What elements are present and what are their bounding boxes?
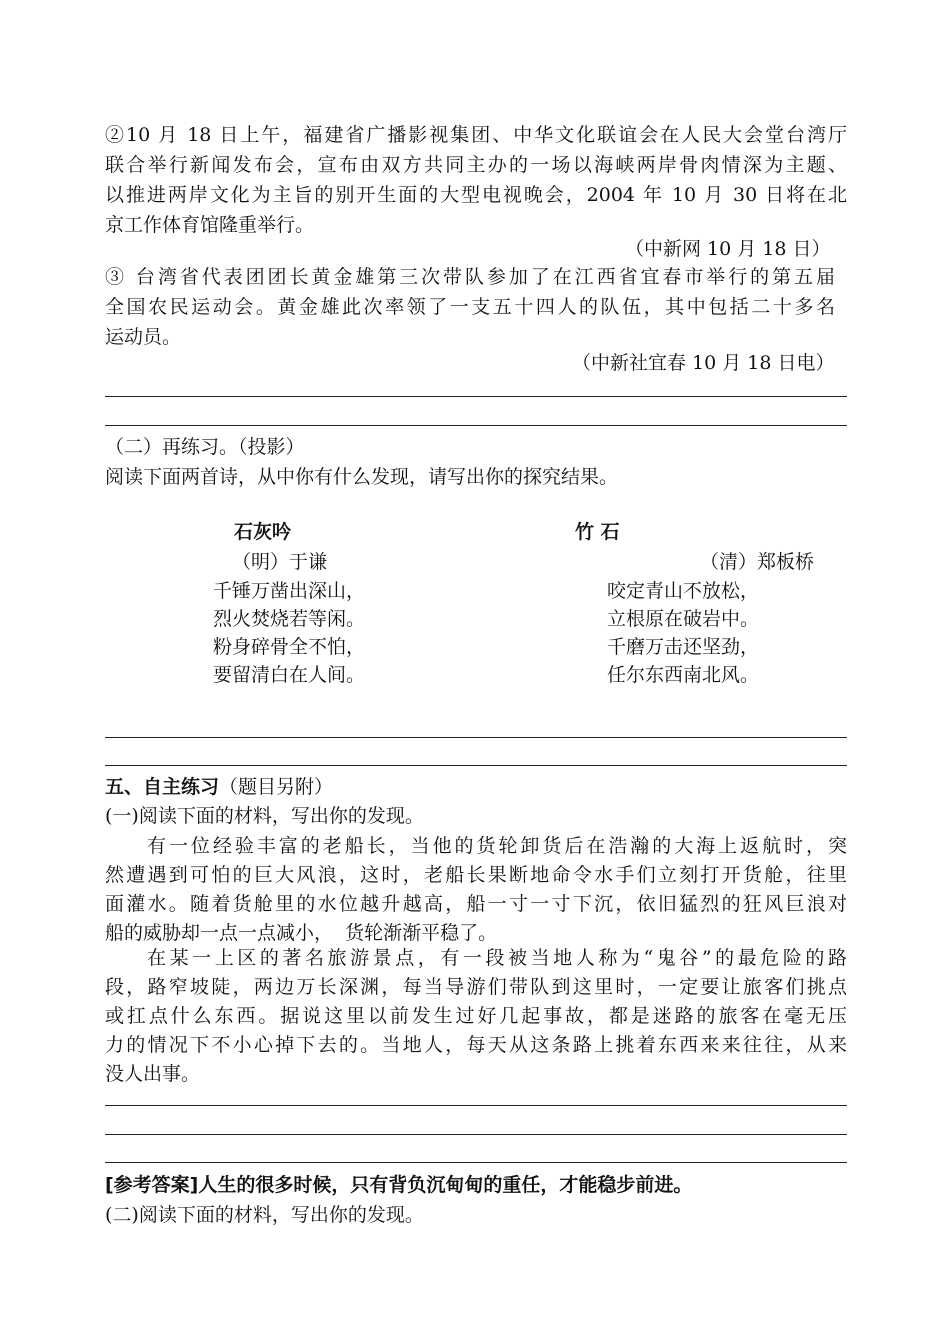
news-2-line-2: 联合举行新闻发布会，宣布由双方共同主办的一场以海峡两岸骨肉情深为主题、 [105, 154, 847, 176]
answer-line [105, 737, 847, 738]
answer-line [105, 1134, 847, 1135]
para-2-line-3: 或扛点什么东西。据说这里以前发生过好几起事故，都是迷路的旅客在毫无压 [105, 1005, 847, 1027]
poem-2-line: 咬定青山不放松， [607, 580, 760, 602]
poem-2-title: 竹 石 [575, 521, 620, 543]
news-3-source: （中新社宜春 10 月 18 日电） [572, 352, 835, 374]
poem-1-author: （明）于谦 [232, 551, 328, 573]
poem-1-line: 要留清白在人间。 [213, 664, 366, 686]
section-5-heading-row [105, 772, 333, 799]
news-2-line-4: 京工作体育馆隆重举行。 [105, 214, 315, 236]
news-3-line-2: 全国农民运动会。黄金雄此次率领了一支五十四人的队伍，其中包括二十多名 [105, 296, 835, 318]
para-1-line-1: 有一位经验丰富的老船长，当他的货轮卸货后在浩瀚的大海上返航时，突 [147, 835, 847, 857]
poem-2-line: 任尔东西南北风。 [607, 664, 760, 686]
news-2-source: （中新网 10 月 18 日） [625, 238, 831, 260]
news-3-line-3: 运动员。 [105, 326, 182, 348]
practice-2-heading: （二）再练习。（投影） [105, 436, 305, 458]
question-2: (二)阅读下面的材料，写出你的发现。 [105, 1204, 424, 1226]
question-1: (一)阅读下面的材料，写出你的发现。 [105, 805, 424, 827]
section-5-note: （题目另附） [219, 776, 334, 798]
section-5-heading: 五、自主练习 [105, 776, 220, 798]
news-3-line-1: ③ 台湾省代表团团长黄金雄第三次带队参加了在江西省宜春市举行的第五届 [105, 266, 835, 288]
answer-line [105, 425, 847, 426]
para-2-line-5: 没人出事。 [105, 1063, 201, 1085]
poem-1-line: 烈火焚烧若等闲。 [213, 608, 366, 630]
para-2-line-2: 段，路窄坡陡，两边万长深渊，每当导游们带队到这里时，一定要让旅客们挑点 [105, 976, 847, 998]
para-2-line-4: 力的情况下不小心掉下去的。当地人，每天从这条路上挑着东西来来往往，从来 [105, 1034, 847, 1056]
poem-2-author: （清）郑板桥 [700, 551, 815, 573]
news-2-line-1: ②10 月 18 日上午，福建省广播影视集团、中华文化联谊会在人民大会堂台湾厅 [105, 124, 847, 146]
para-1-line-3: 面灌水。随着货舱里的水位越升越高，船一寸一寸下沉，依旧猛烈的狂风巨浪对 [105, 893, 847, 915]
para-1-line-2: 然遭遇到可怕的巨大风浪，这时，老船长果断地命令水手们立刻打开货舱，往里 [105, 864, 847, 886]
para-2-line-1: 在某一上区的著名旅游景点，有一段被当地人称为“鬼谷”的最危险的路 [147, 947, 847, 969]
answer-line [105, 765, 847, 766]
answer-line [105, 1105, 847, 1106]
poem-2-line: 立根原在破岩中。 [607, 608, 760, 630]
poem-1-line: 粉身碎骨全不怕， [213, 636, 366, 658]
poem-1-line: 千锤万凿出深山， [213, 580, 366, 602]
news-2-line-3: 以推进两岸文化为主旨的别开生面的大型电视晚会，2004 年 10 月 30 日将在北 [105, 184, 847, 206]
answer-line [105, 396, 847, 397]
reference-answer: [参考答案]人生的很多时候，只有背负沉甸甸的重任，才能稳步前进。 [105, 1174, 693, 1196]
practice-2-instruction: 阅读下面两首诗，从中你有什么发现，请写出你的探究结果。 [105, 466, 619, 488]
poem-2-line: 千磨万击还坚劲， [607, 636, 760, 658]
poem-1-title: 石灰吟 [234, 521, 292, 543]
para-1-line-4: 船的威胁却一点一点减小， 货轮渐渐平稳了。 [105, 922, 498, 944]
answer-line [105, 1162, 847, 1163]
